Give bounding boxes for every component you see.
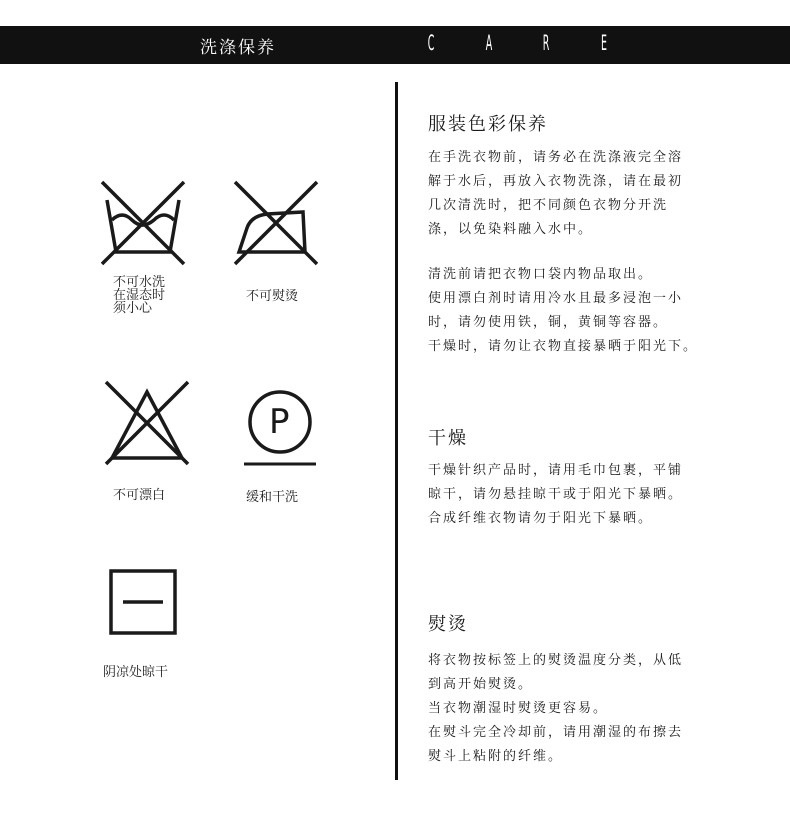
no-bleach-label: 不可漂白 (113, 488, 166, 503)
no-wash-label (113, 276, 165, 315)
section-body-ironing (428, 649, 728, 769)
dry-clean-label: 缓和干洗 (246, 490, 299, 505)
vertical-divider (395, 82, 398, 780)
paragraph-line: 当衣物潮湿时熨烫更容易。 (428, 701, 609, 716)
no-wash-icon (98, 180, 188, 266)
paragraph-line: 时，请勿使用铁，铜，黄铜等容器。 (428, 315, 669, 330)
paragraph-line: 将衣物按标签上的熨烫温度分类，从低 (428, 653, 684, 668)
no-wash-label-line: 须小心 (113, 301, 153, 316)
header-letter-e: E (601, 31, 607, 55)
dry-clean-symbol: P (269, 402, 290, 442)
paragraph-line: 熨斗上粘附的纤维。 (428, 749, 564, 764)
shade-dry-icon (109, 569, 179, 637)
section-body-color-care-2 (428, 263, 728, 359)
paragraph-line: 几次清洗时，把不同颜色衣物分开洗 (428, 198, 669, 213)
section-title-color-care: 服装色彩保养 (428, 114, 548, 135)
section-body-color-care (428, 146, 728, 242)
paragraph-line: 干燥时，请勿让衣物直接暴晒于阳光下。 (428, 339, 699, 354)
no-wash-label-line: 在湿态时 (113, 288, 166, 303)
section-title-ironing: 熨烫 (428, 614, 468, 635)
no-bleach-icon (104, 380, 192, 466)
paragraph-line: 在熨斗完全冷却前，请用潮湿的布擦去 (428, 725, 684, 740)
no-iron-label: 不可熨烫 (246, 289, 299, 304)
paragraph-line: 解于水后，再放入衣物洗涤，请在最初 (428, 174, 684, 189)
paragraph-line: 在手洗衣物前，请务必在洗涤液完全溶 (428, 150, 684, 165)
paragraph-line: 使用漂白剂时请用冷水且最多浸泡一小 (428, 291, 684, 306)
dry-clean-icon (244, 388, 320, 468)
header-letter-a: A (485, 31, 493, 55)
header-letter-c: C (427, 31, 435, 55)
section-title-drying: 干燥 (428, 428, 468, 449)
paragraph-line: 清洗前请把衣物口袋内物品取出。 (428, 267, 654, 282)
shade-dry-label: 阴凉处晾干 (103, 665, 169, 680)
header-title-zh: 洗涤保养 (200, 38, 276, 58)
no-wash-label-line: 不可水洗 (113, 275, 166, 290)
paragraph-line: 到高开始熨烫。 (428, 677, 534, 692)
no-iron-icon (231, 180, 321, 266)
header-banner (0, 26, 790, 64)
paragraph-line: 涤，以免染料融入水中。 (428, 222, 594, 237)
paragraph-line: 晾干，请勿悬挂晾干或于阳光下暴晒。 (428, 487, 684, 502)
paragraph-line: 合成纤维衣物请勿于阳光下暴晒。 (428, 511, 654, 526)
section-body-drying (428, 459, 728, 531)
paragraph-line: 干燥针织产品时，请用毛巾包裹，平铺 (428, 463, 684, 478)
header-letter-r: R (542, 31, 550, 55)
